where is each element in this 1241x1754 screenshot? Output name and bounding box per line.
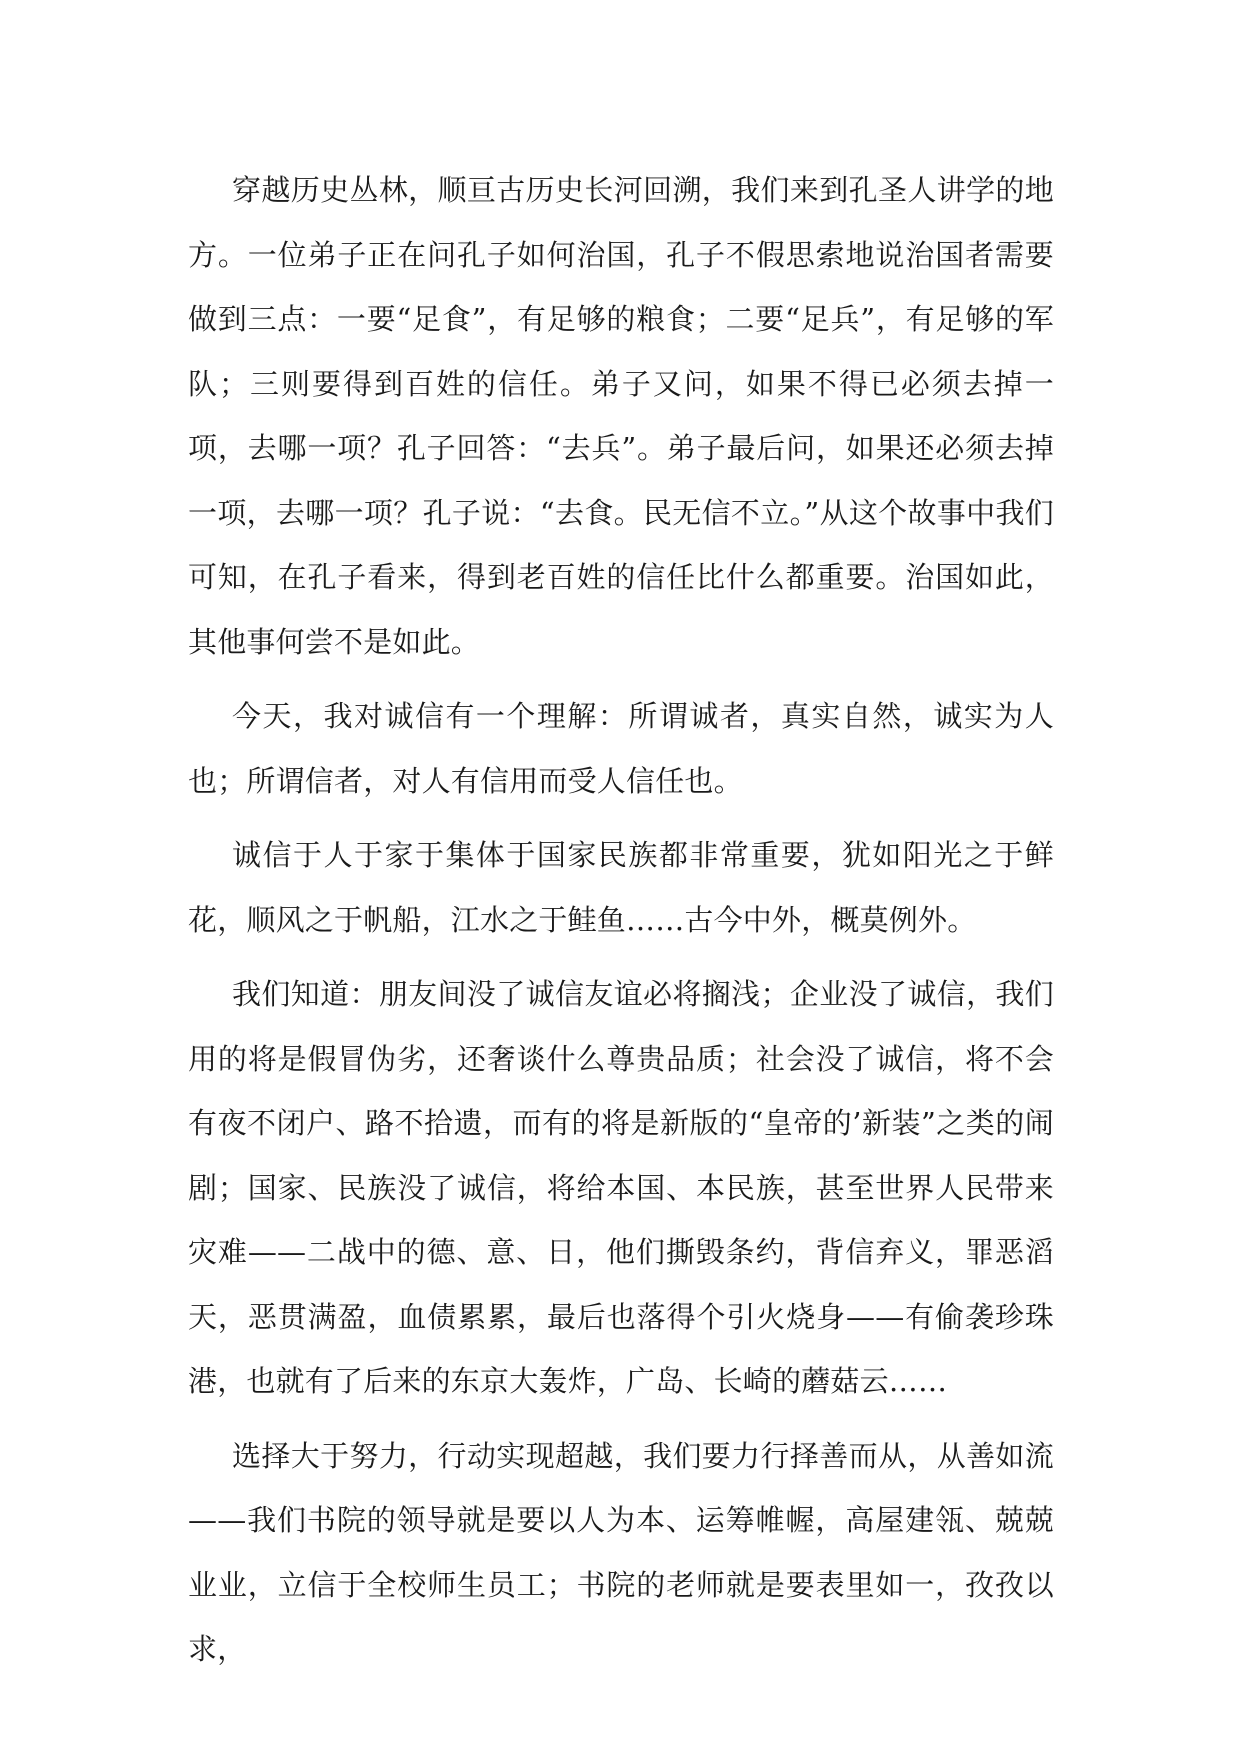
paragraph-integrity-definition: 今天，我对诚信有一个理解：所谓诚者，真实自然，诚实为人也；所谓信者，对人有信用而受人信任也。	[188, 699, 1054, 798]
document-page	[188, 158, 1054, 1692]
paragraph-integrity-importance: 诚信于人于家于集体于国家民族都非常重要，犹如阳光之于鲜花，顺风之于帆船，江水之于鲑鱼……古今中外，概莫例外。	[188, 838, 1054, 937]
paragraph-without-integrity: 我们知道：朋友间没了诚信友谊必将搁浅；企业没了诚信，我们用的将是假冒伪劣，还奢谈什么尊贵品质；社会没了诚信，将不会有夜不闭户、路不拾遗，而有的将是新版的“皇帝的’新装”之类的闹剧；国家、民族没了诚信，将给本国、本民族，甚至世界人民带来灾难——二战中的德、意、日，他们撕毁条约，背信弃义，罪恶滔天，恶贯满盈，血债累累，最后也落得个引火烧身——有偷袭珍珠港，也就有了后来的东京大轰炸，广岛、长崎的蘑菇云……	[188, 977, 1054, 1398]
paragraph-choose-good: 选择大于努力，行动实现超越，我们要力行择善而从，从善如流——我们书院的领导就是要以人为本、运筹帷幄，高屋建瓴、兢兢业业，立信于全校师生员工；书院的老师就是要表里如一，孜孜以求，	[188, 1438, 1054, 1666]
paragraph-confucius-story: 穿越历史丛林，顺亘古历史长河回溯，我们来到孔圣人讲学的地方。一位弟子正在问孔子如何治国，孔子不假思索地说治国者需要做到三点：一要“足食”，有足够的粮食；二要“足兵”，有足够的军队；三则要得到百姓的信任。弟子又问，如果不得已必须去掉一项，去哪一项？孔子回答：“去兵”。弟子最后问，如果还必须去掉一项，去哪一项？孔子说：“去食。民无信不立。”从这个故事中我们可知，在孔子看来，得到老百姓的信任比什么都重要。治国如此，其他事何尝不是如此。	[188, 173, 1054, 659]
